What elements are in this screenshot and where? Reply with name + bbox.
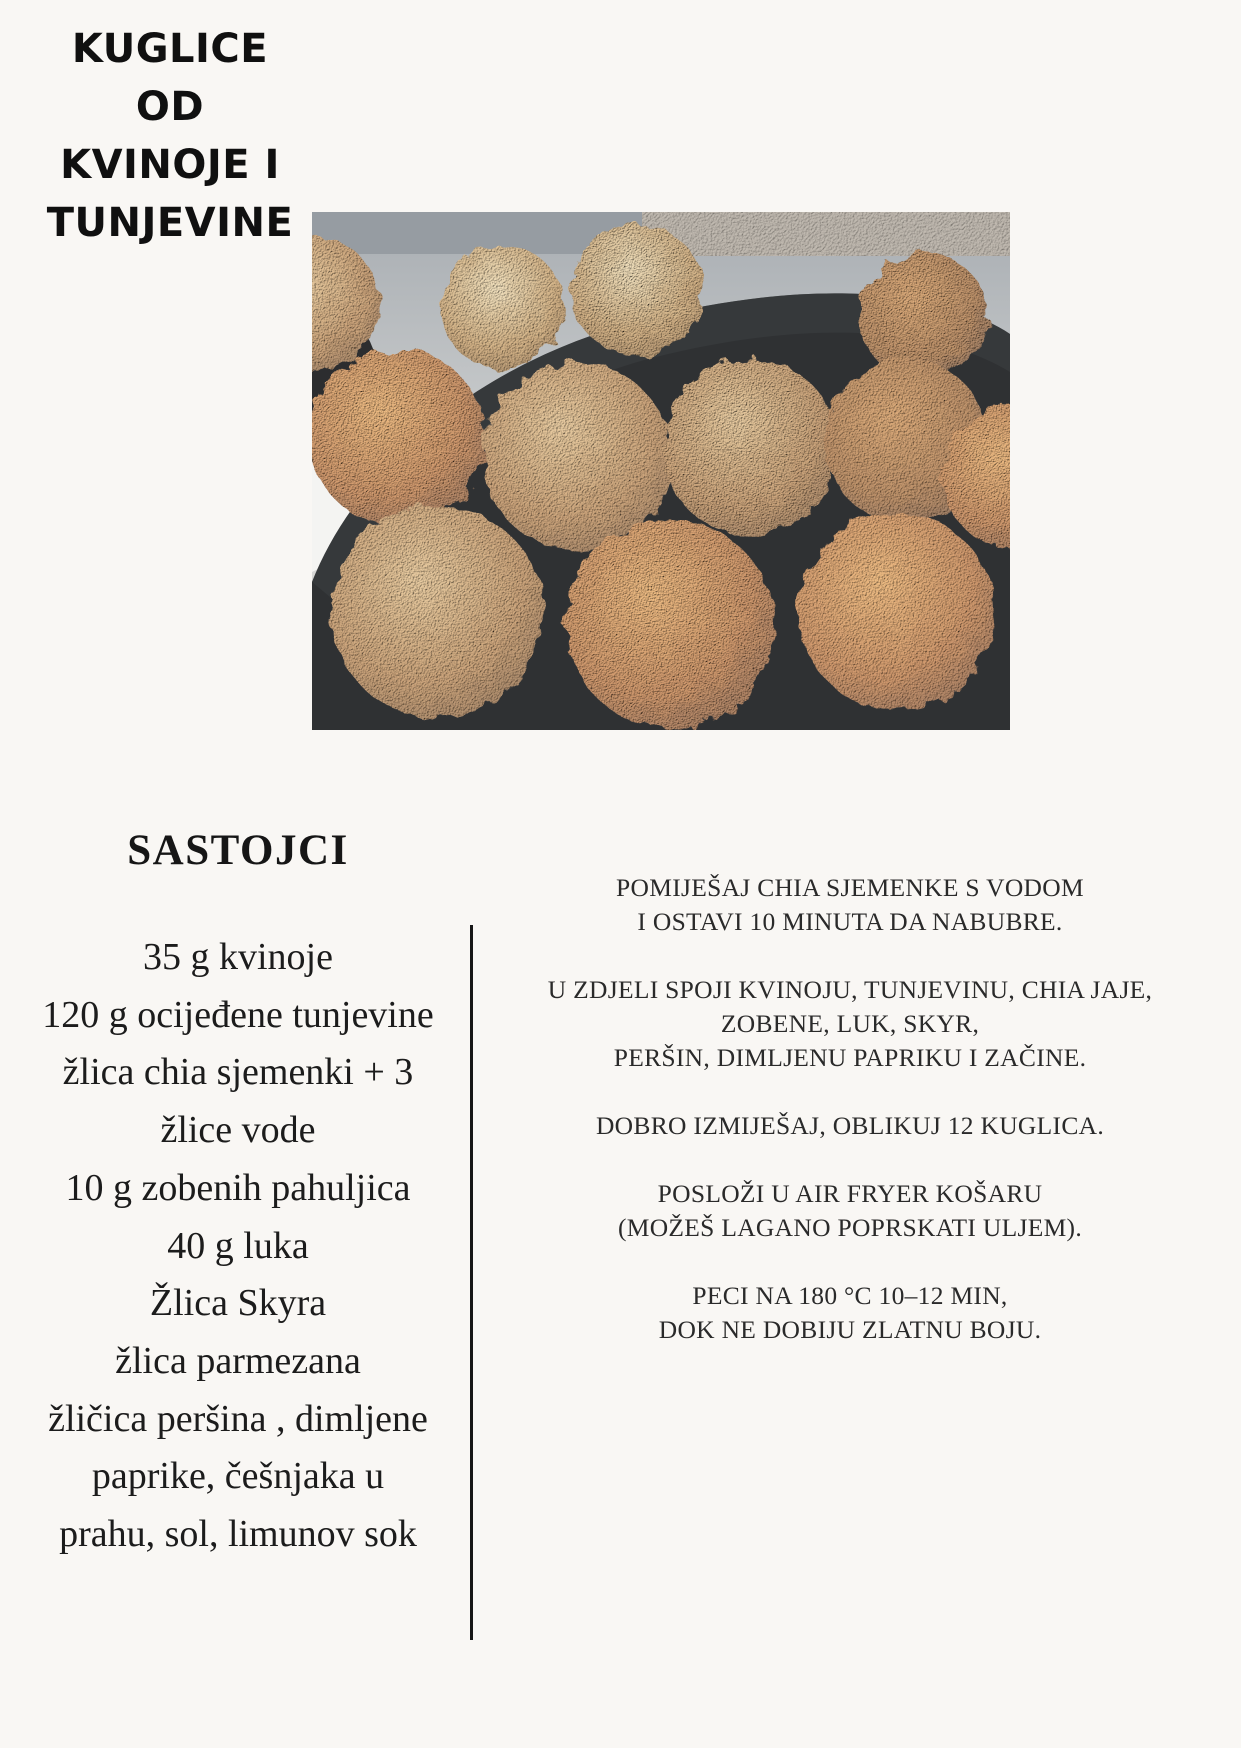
ingredient-line: žlica chia sjemenki + 3 xyxy=(62,1051,414,1094)
recipe-photo-illustration xyxy=(312,212,1010,730)
photo-ball xyxy=(312,349,485,525)
photo-textured-band xyxy=(642,212,1010,256)
ingredient-line: Žlica Skyra xyxy=(149,1282,327,1325)
instruction-line: (MOŽEŠ LAGANO POPRSKATI ULJEM). xyxy=(617,1213,1083,1242)
instruction-step xyxy=(460,1109,1240,1143)
page-title xyxy=(38,20,302,252)
photo-ball xyxy=(571,224,703,356)
photo-ball xyxy=(483,363,671,551)
ingredient-line: 40 g luka xyxy=(167,1224,309,1267)
ingredient-line: prahu, sol, limunov sok xyxy=(59,1513,417,1556)
instruction-line: DOBRO IZMIJEŠAJ, OBLIKUJ 12 KUGLICA. xyxy=(595,1111,1105,1140)
instruction-line: I OSTAVI 10 MINUTA DA NABUBRE. xyxy=(637,907,1063,936)
ingredient-line: 10 g zobenih pahuljica xyxy=(65,1166,411,1209)
recipe-photo xyxy=(312,212,1010,730)
instruction-line: DOK NE DOBIJU ZLATNU BOJU. xyxy=(658,1315,1042,1344)
ingredient-line: žličica peršina , dimljene xyxy=(48,1397,428,1440)
ingredient-line: žlica parmezana xyxy=(115,1339,361,1382)
instruction-step xyxy=(460,973,1240,1075)
photo-ball xyxy=(331,506,543,718)
instruction-line: U ZDJELI SPOJI KVINOJU, TUNJEVINU, CHIA JAJE, xyxy=(547,975,1153,1004)
photo-ball xyxy=(566,520,774,728)
title-line: KVINOJE I xyxy=(60,142,280,188)
ingredient-line: 120 g ocijeđene tunjevine xyxy=(42,993,434,1036)
instruction-line: PECI NA 180 °C 10–12 MIN, xyxy=(692,1281,1008,1310)
photo-ball xyxy=(440,245,564,369)
ingredient-line: 35 g kvinoje xyxy=(143,936,333,978)
title-line: TUNJEVINE xyxy=(46,200,294,246)
instruction-line: POMIJEŠAJ CHIA SJEMENKE S VODOM xyxy=(616,873,1084,902)
ingredients-list xyxy=(18,929,458,1564)
ingredient-line: paprike, češnjaka u xyxy=(91,1455,385,1498)
photo-ball xyxy=(662,359,838,535)
instruction-line: PERŠIN, DIMLJENU PAPRIKU I ZAČINE. xyxy=(613,1043,1087,1072)
instruction-line: ZOBENE, LUK, SKYR, xyxy=(720,1009,980,1038)
instructions-section xyxy=(460,871,1240,1347)
ingredient-line: žlice vode xyxy=(160,1109,316,1152)
instruction-step xyxy=(460,871,1240,939)
title-line: KUGLICE OD xyxy=(71,26,269,130)
instruction-step xyxy=(460,1177,1240,1245)
instruction-line: POSLOŽI U AIR FRYER KOŠARU xyxy=(657,1179,1043,1208)
instruction-step xyxy=(460,1279,1240,1347)
ingredients-heading: SASTOJCI xyxy=(127,827,349,874)
photo-ball xyxy=(799,514,995,710)
